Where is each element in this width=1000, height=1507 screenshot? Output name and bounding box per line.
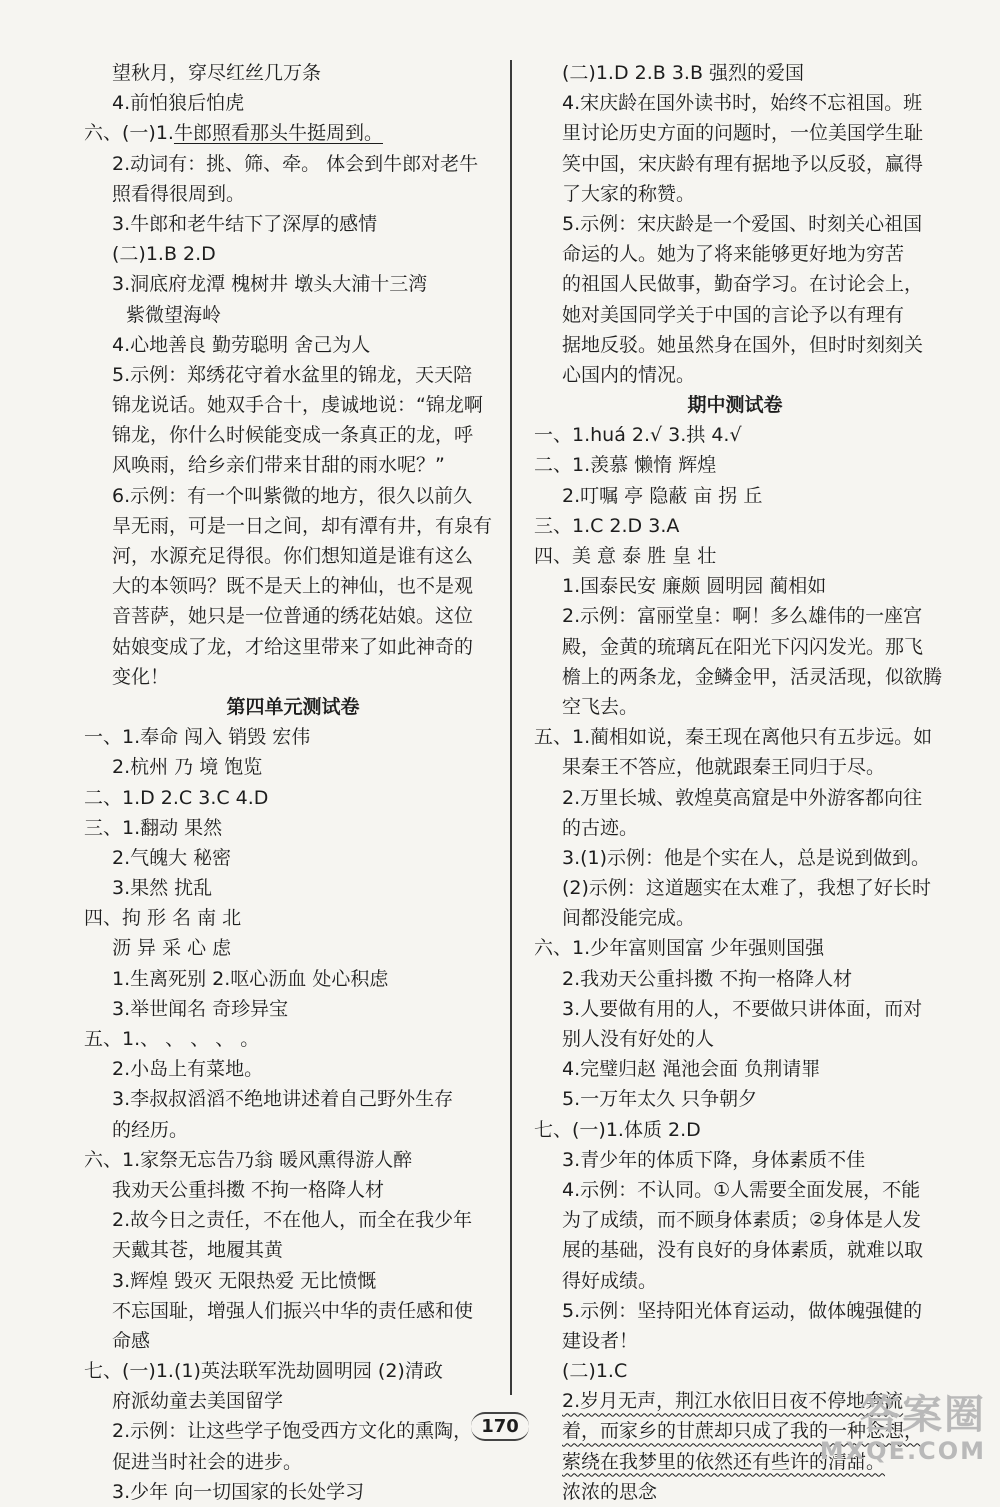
right-column [534, 58, 943, 1507]
answer-line: 一、1.奉命 闯入 销毁 宏伟 [84, 726, 311, 749]
answer-line: 2.我劝天公重抖擞 不拘一格降人材 [562, 967, 853, 990]
answer-line: 二、1.D 2.C 3.C 4.D [84, 786, 269, 809]
answer-line: 1.国泰民安 廉颇 圆明园 蔺相如 [562, 575, 827, 598]
answer-line: 风唤雨，给乡亲们带来甘甜的雨水呢？” [112, 454, 445, 477]
answer-line: 锦龙，你什么时候能变成一条真正的龙，呼 [112, 424, 474, 447]
answer-line: 2.示例：让这些学子饱受西方文化的熏陶， [112, 1420, 473, 1443]
underlined-answer: 牛郎照看那头牛挺周到。 [173, 122, 383, 145]
watermark-site: MXQE.COM [819, 1437, 986, 1465]
answer-line: (二)1.B 2.D [112, 243, 216, 266]
answer-line: (2)示例：这道题实在太难了，我想了好长时 [562, 877, 931, 900]
answer-line: 殿，金黄的琉璃瓦在阳光下闪闪发光。那飞 [562, 635, 924, 658]
answer-line: 4.心地善良 勤劳聪明 舍己为人 [112, 333, 371, 356]
answer-line: 浓浓的思念 [562, 1480, 658, 1503]
left-column [84, 58, 502, 1507]
answer-line: 2.小岛上有菜地。 [112, 1058, 264, 1081]
answer-line: 七、(一)1.(1)英法联军洗劫圆明园 (2)清政 [84, 1360, 443, 1383]
answer-line: 4.宋庆龄在国外读书时，始终不忘祖国。班 [562, 92, 923, 115]
answer-line: (二)1.D 2.B 3.B 强烈的爱国 [562, 62, 805, 84]
wavy-underlined-sentence: 2.岁月无声，荆江水依旧日夜不停地奔流 [562, 1390, 904, 1413]
answer-line: 里讨论历史方面的问题时，一位美国学生耻 [562, 122, 924, 145]
answer-line: 2.叮嘱 亭 隐蔽 亩 拐 丘 [562, 484, 763, 507]
answer-line: 照看得很周到。 [112, 182, 246, 205]
answer-line: 5.示例：坚持阳光体育运动，做体魄强健的 [562, 1299, 923, 1322]
answer-line: 间都没能完成。 [562, 907, 696, 930]
answer-line: 的祖国人民做事，勤奋学习。在讨论会上， [562, 273, 924, 296]
answer-line: 七、(一)1.体质 2.D [534, 1118, 701, 1141]
answer-line: 六、1.家祭无忘告乃翁 暖风熏得游人醉 [84, 1148, 413, 1171]
answer-line: 旱无雨，可是一日之间，却有潭有井，有泉有 [112, 514, 493, 537]
answer-line: 2.动词有：挑、筛、牵。 体会到牛郎对老牛 [112, 152, 479, 175]
answer-line: 展的基础，没有良好的身体素质，就难以取 [562, 1239, 924, 1262]
answer-line: 紫微望海岭 [126, 303, 222, 326]
answer-line: 空飞去。 [562, 695, 639, 718]
answer-line: 3.青少年的体质下降，身体素质不佳 [562, 1148, 866, 1171]
answer-line: 六、1.少年富则国富 少年强则国强 [534, 937, 825, 960]
answer-prefix: 六、(一)1. [84, 122, 174, 145]
answer-line: 府派幼童去美国留学 [112, 1390, 284, 1413]
section-title: 期中测试卷 [687, 394, 783, 417]
answer-line: 命运的人。她为了将来能够更好地为穷苦 [562, 243, 905, 266]
answer-line: 了大家的称赞。 [562, 182, 696, 205]
wavy-underlined-sentence: 萦绕在我梦里的依然还有些许的清甜。 [562, 1450, 886, 1473]
answer-line: 3.(1)示例：他是个实在人，总是说到做到。 [562, 846, 931, 869]
answer-line: 锦龙说话。她双手合十，虔诚地说：“锦龙啊 [112, 394, 483, 417]
answer-line: 果秦王不答应，他就跟秦王同归于尽。 [562, 756, 886, 779]
answer-line: 3.少年 向一切国家的长处学习 [112, 1480, 365, 1503]
answer-line: 望秋月，穿尽红丝几万条 [112, 62, 322, 84]
answer-line: 为了成绩，而不顾身体素质；②身体是人发 [562, 1209, 922, 1232]
answer-line: 变化！ [112, 665, 170, 688]
answer-line: 促进当时社会的进步。 [112, 1450, 303, 1473]
answer-line: 一、1.huá 2.√ 3.拱 4.√ [534, 424, 742, 447]
answer-line: 音菩萨，她只是一位普通的绣花姑娘。这位 [112, 605, 474, 628]
answer-line: 不忘国耻，增强人们振兴中华的责任感和使 [112, 1299, 474, 1322]
answer-line: 3.牛郎和老牛结下了深厚的感情 [112, 212, 378, 235]
column-divider [510, 60, 512, 1395]
answer-line: 四、美 意 泰 胜 皇 壮 [534, 545, 717, 567]
answer-line: 4.示例：不认同。①人需要全面发展，不能 [562, 1178, 921, 1201]
answer-line: 姑娘变成了龙，才给这里带来了如此神奇的 [112, 635, 474, 658]
answer-line: 2.示例：富丽堂皇：啊！多么雄伟的一座宫 [562, 605, 923, 628]
section-title: 第四单元测试卷 [226, 695, 360, 718]
answer-line: 别人没有好处的人 [562, 1028, 715, 1050]
answer-line: 天戴其苍，地履其黄 [112, 1239, 284, 1262]
answer-line: 2.故今日之责任，不在他人，而全在我少年 [112, 1209, 473, 1232]
watermark-logo: 答案圈 [860, 1392, 986, 1438]
answer-line: 5.示例：郑绣花守着水盆里的锦龙，天天陪 [112, 363, 473, 386]
answer-line: 5.示例：宋庆龄是一个爱国、时刻关心祖国 [562, 212, 923, 235]
answer-line [84, 118, 502, 148]
answer-line: 2.杭州 乃 境 饱览 [112, 756, 263, 779]
answer-line: 五、1.蔺相如说，秦王现在离他只有五步远。如 [534, 726, 933, 749]
answer-line: 沥 异 采 心 虑 [112, 937, 232, 960]
answer-line: 得好成绩。 [562, 1269, 658, 1292]
answer-line: 2.气魄大 秘密 [112, 846, 232, 869]
answer-line: 3.洞底府龙潭 槐树井 墩头大浦十三湾 [112, 273, 428, 296]
answer-line: 3.人要做有用的人，不要做只讲体面，而对 [562, 997, 923, 1020]
answer-line: 心国内的情况。 [562, 363, 696, 386]
watermark [786, 1393, 986, 1465]
answer-line: 4.前怕狼后怕虎 [112, 92, 245, 115]
answer-line: 建设者！ [562, 1329, 639, 1352]
answer-line: 笑中国，宋庆龄有理有据地予以反驳，赢得 [562, 152, 924, 175]
answer-line: 据地反驳。她虽然身在国外，但时时刻刻关 [562, 333, 924, 356]
answer-line: 她对美国同学关于中国的言论予以有理有 [562, 303, 905, 326]
answer-line: 我劝天公重抖擞 不拘一格降人材 [112, 1178, 385, 1201]
answer-line: 的经历。 [112, 1118, 189, 1141]
answer-line: 三、1.翻动 果然 [84, 816, 223, 839]
answer-line: 的古迹。 [562, 816, 639, 839]
answer-line: 3.举世闻名 奇珍异宝 [112, 997, 289, 1020]
answer-line: 1.生离死别 2.呕心沥血 处心积虑 [112, 967, 389, 990]
answer-line: 4.完璧归赵 渑池会面 负荆请罪 [562, 1058, 821, 1081]
answer-line: 5.一万年太久 只争朝夕 [562, 1088, 758, 1111]
answer-line: 2.万里长城、敦煌莫高窟是中外游客都向往 [562, 786, 923, 809]
answer-line: 3.李叔叔滔滔不绝地讲述着自己野外生存 [112, 1088, 454, 1111]
answer-line: 命感 [112, 1329, 151, 1352]
answer-line: 三、1.C 2.D 3.A [534, 514, 680, 537]
answer-line: (二)1.C [562, 1360, 628, 1383]
answer-line: 6.示例：有一个叫紫微的地方，很久以前久 [112, 484, 473, 507]
answer-line: 大的本领吗？既不是天上的神仙，也不是观 [112, 575, 474, 598]
answer-line: 四、拘 形 名 南 北 [84, 907, 242, 930]
wavy-underlined-sentence: 着，而家乡的甘蔗却只成了我的一种念想， [562, 1420, 924, 1443]
answer-line: 檐上的两条龙，金鳞金甲，活灵活现，似欲腾 [562, 665, 943, 688]
answer-line: 二、1.羡慕 懒惰 辉煌 [534, 454, 717, 477]
answer-line: 五、1.、 、 、 、 。 [84, 1028, 260, 1050]
answer-line: 3.辉煌 毁灭 无限热爱 无比愤慨 [112, 1269, 377, 1292]
answer-line: 河，水源充足得很。你们想知道是谁有这么 [112, 545, 474, 567]
answer-line: 3.果然 扰乱 [112, 877, 213, 900]
page-number: 170 [471, 1412, 529, 1441]
